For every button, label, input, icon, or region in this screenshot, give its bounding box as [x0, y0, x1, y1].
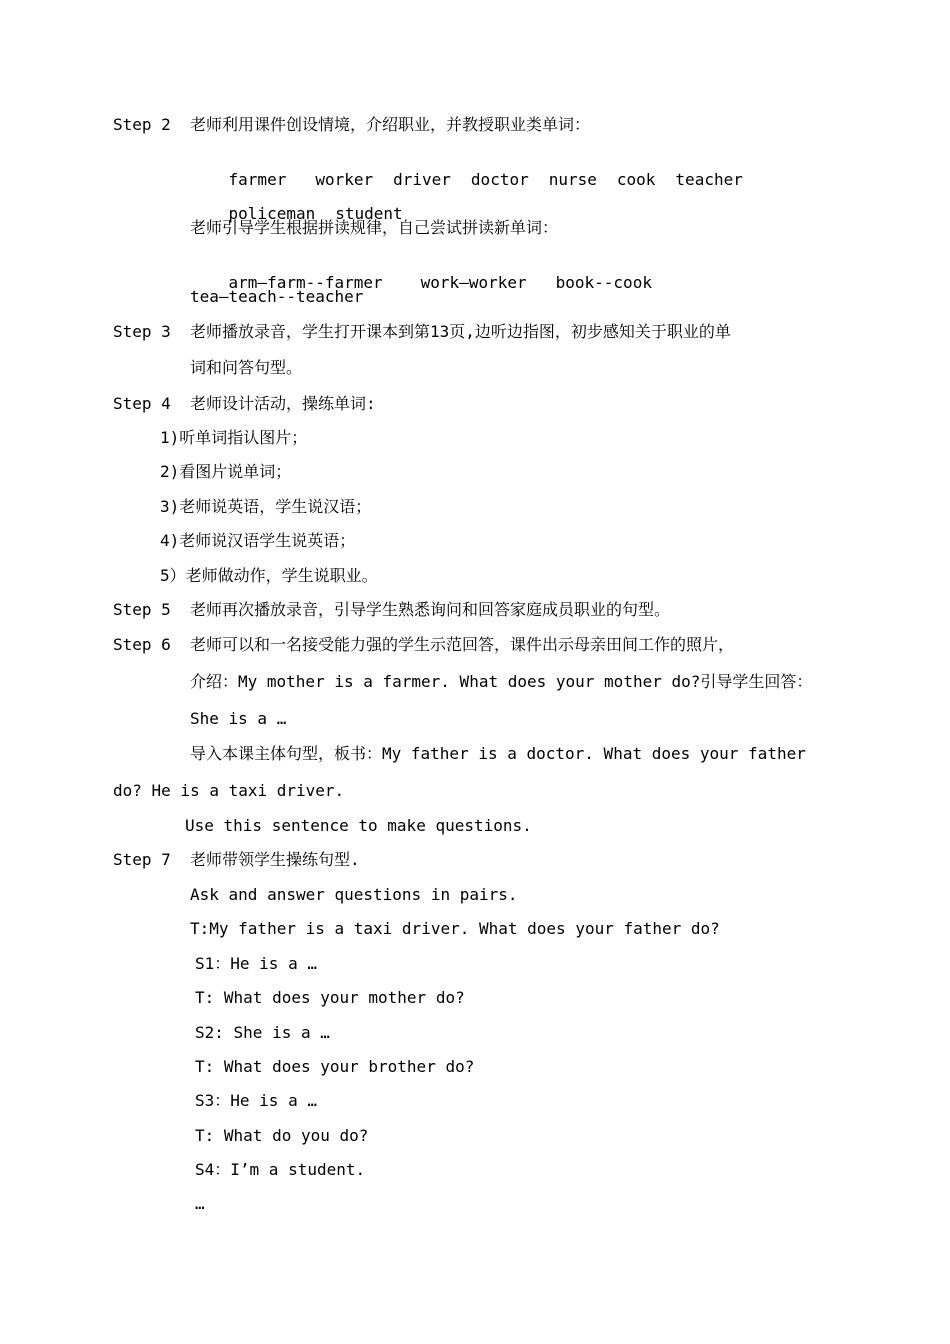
spelling-farmer: arm—farm--farmer: [228, 273, 383, 292]
step-6-line-1: 老师可以和一名接受能力强的学生示范回答，课件出示母亲田间工作的照片，: [190, 635, 735, 654]
word-cook: cook: [616, 170, 656, 189]
word-student: student: [335, 204, 403, 223]
step-6-line-4: 导入本课主体句型，板书：My father is a doctor. What does your father: [190, 744, 806, 763]
step-4-item-1: 1)听单词指认图片；: [160, 428, 308, 447]
step-6-label: Step 6: [113, 635, 171, 654]
step-7-teacher-line: T:My father is a taxi driver. What does your father do?: [190, 919, 720, 938]
word-doctor: doctor: [470, 170, 529, 189]
ellipsis: …: [195, 1194, 205, 1213]
step-6-line-3: She is a …: [190, 709, 287, 728]
step-5-text: 老师再次播放录音，引导学生熟悉询问和回答家庭成员职业的句型。: [190, 600, 671, 619]
step-3-line-1: 老师播放录音，学生打开课本到第13页,边听边指图，初步感知关于职业的单: [190, 322, 731, 341]
word-teacher: teacher: [675, 170, 743, 189]
step-6-line-5: do? He is a taxi driver.: [113, 781, 345, 800]
step-6-line-2: 介绍：My mother is a farmer. What does your mother do?引导学生回答：: [190, 672, 813, 691]
step-4-item-5: 5）老师做动作，学生说职业。: [160, 566, 378, 585]
word-nurse: nurse: [548, 170, 597, 189]
step-7-intro: Ask and answer questions in pairs.: [190, 885, 518, 904]
step-7-text: 老师带领学生操练句型.: [190, 850, 360, 869]
dialog-line-5: S3：He is a …: [195, 1091, 317, 1110]
dialog-line-4: T: What does your brother do?: [195, 1057, 475, 1076]
step-2-label: Step 2: [113, 115, 171, 134]
step-2-text: 老师利用课件创设情境，介绍职业，并教授职业类单词：: [190, 115, 591, 134]
spelling-line-2: tea—teach--teacher: [190, 287, 364, 306]
dialog-line-6: T: What do you do?: [195, 1126, 369, 1145]
step-2-guide: 老师引导学生根据拼读规律，自己尝试拼读新单词：: [190, 218, 559, 237]
dialog-line-3: S2: She is a …: [195, 1023, 330, 1042]
step-3-line-2: 词和问答句型。: [190, 358, 303, 377]
dialog-line-1: S1：He is a …: [195, 954, 317, 973]
spelling-worker: work—worker: [420, 273, 527, 292]
word-worker: worker: [315, 170, 374, 189]
spelling-cook: book--cook: [555, 273, 652, 292]
dialog-line-2: T: What does your mother do?: [195, 988, 465, 1007]
step-6-line-6: Use this sentence to make questions.: [185, 816, 532, 835]
step-4-item-2: 2)看图片说单词；: [160, 462, 292, 481]
step-5-label: Step 5: [113, 600, 171, 619]
word-driver: driver: [393, 170, 451, 189]
step-3-label: Step 3: [113, 322, 171, 341]
step-4-item-3: 3)老师说英语，学生说汉语；: [160, 497, 372, 516]
step-7-label: Step 7: [113, 850, 171, 869]
word-farmer: farmer: [228, 170, 287, 189]
step-4-item-4: 4)老师说汉语学生说英语；: [160, 531, 356, 550]
word-policeman: policeman: [228, 204, 316, 223]
step-4-text: 老师设计活动，操练单词:: [190, 394, 376, 413]
step-4-label: Step 4: [113, 394, 171, 413]
dialog-line-7: S4：I’m a student.: [195, 1160, 366, 1179]
